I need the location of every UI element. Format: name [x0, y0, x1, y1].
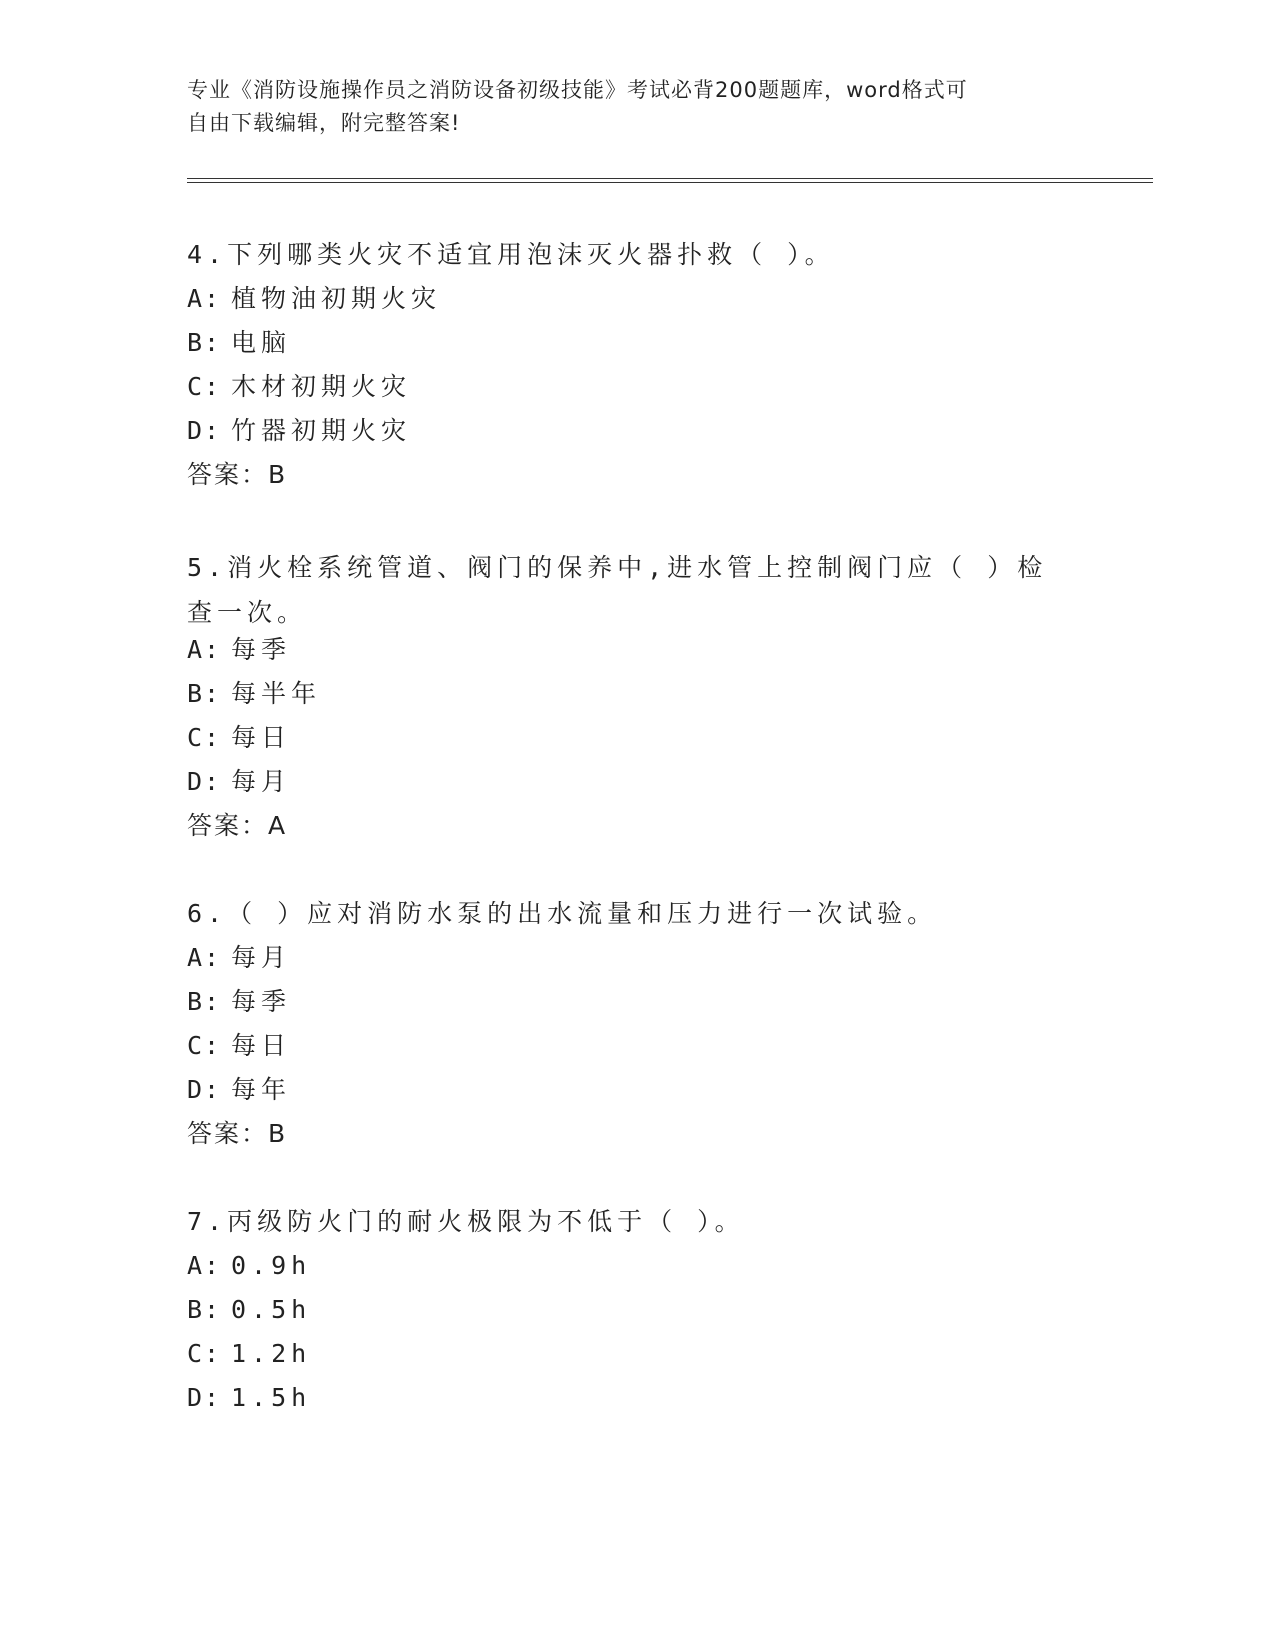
question-4-answer: 答案：B: [187, 460, 288, 489]
header-divider-bottom: [187, 182, 1153, 183]
question-6-option-b: [187, 985, 291, 1019]
option-label: A:: [187, 635, 222, 664]
question-5-option-b: [187, 677, 321, 711]
option-label: C:: [187, 1031, 222, 1060]
header-divider-top: [187, 178, 1153, 179]
question-7-option-c: [187, 1337, 311, 1371]
header-line-1: 专业《消防设施操作员之消防设备初级技能》考试必背200题题库，word格式可: [187, 78, 968, 102]
option-label: C:: [187, 723, 222, 752]
question-6-answer: 答案：B: [187, 1119, 288, 1148]
option-label: B:: [187, 679, 222, 708]
question-5-option-a: [187, 633, 291, 667]
question-4-option-a: [187, 282, 441, 316]
option-label: C:: [187, 1339, 222, 1368]
option-text: 每季: [231, 987, 292, 1016]
question-4-option-c: [187, 370, 411, 404]
question-6-option-c: [187, 1029, 291, 1063]
option-text: 每月: [231, 943, 292, 972]
header-line-2: 自由下载编辑，附完整答案!: [187, 111, 461, 135]
option-label: D:: [187, 1075, 222, 1104]
option-text: 0.5h: [231, 1295, 312, 1324]
question-6-option-a: [187, 941, 291, 975]
option-label: D:: [187, 416, 222, 445]
option-label: A:: [187, 943, 222, 972]
question-7-option-a: [187, 1249, 311, 1283]
option-label: B:: [187, 987, 222, 1016]
option-label: D:: [187, 767, 222, 796]
question-5-stem: 5.消火栓系统管道、阀门的保养中,进水管上控制阀门应（ ）检查一次。: [187, 553, 1048, 627]
question-5-option-d: [187, 765, 291, 799]
question-4-stem: 4.下列哪类火灾不适宜用泡沫灭火器扑救（ ）。: [187, 240, 835, 269]
option-text: 每年: [231, 1075, 292, 1104]
option-label: B:: [187, 328, 222, 357]
option-text: 木材初期火灾: [231, 372, 412, 401]
option-text: 每半年: [231, 679, 322, 708]
option-text: 每季: [231, 635, 292, 664]
option-label: A:: [187, 1251, 222, 1280]
question-5-answer: 答案：A: [187, 811, 288, 840]
option-text: 1.5h: [231, 1383, 312, 1412]
option-label: B:: [187, 1295, 222, 1324]
option-label: D:: [187, 1383, 222, 1412]
document-header: [187, 74, 1087, 140]
question-6-stem: 6.（ ）应对消防水泵的出水流量和压力进行一次试验。: [187, 899, 938, 928]
option-text: 竹器初期火灾: [231, 416, 412, 445]
option-text: 植物油初期火灾: [231, 284, 442, 313]
question-6-option-d: [187, 1073, 291, 1107]
question-7-option-b: [187, 1293, 311, 1327]
question-4-option-d: [187, 414, 411, 448]
option-text: 1.2h: [231, 1339, 312, 1368]
question-4-option-b: [187, 326, 291, 360]
option-text: 电脑: [231, 328, 292, 357]
option-label: C:: [187, 372, 222, 401]
option-text: 每月: [231, 767, 292, 796]
question-5-option-c: [187, 721, 291, 755]
question-7-stem: 7.丙级防火门的耐火极限为不低于（ ）。: [187, 1207, 745, 1236]
option-text: 0.9h: [231, 1251, 312, 1280]
question-7-option-d: [187, 1381, 311, 1415]
option-text: 每日: [231, 723, 292, 752]
option-label: A:: [187, 284, 222, 313]
option-text: 每日: [231, 1031, 292, 1060]
